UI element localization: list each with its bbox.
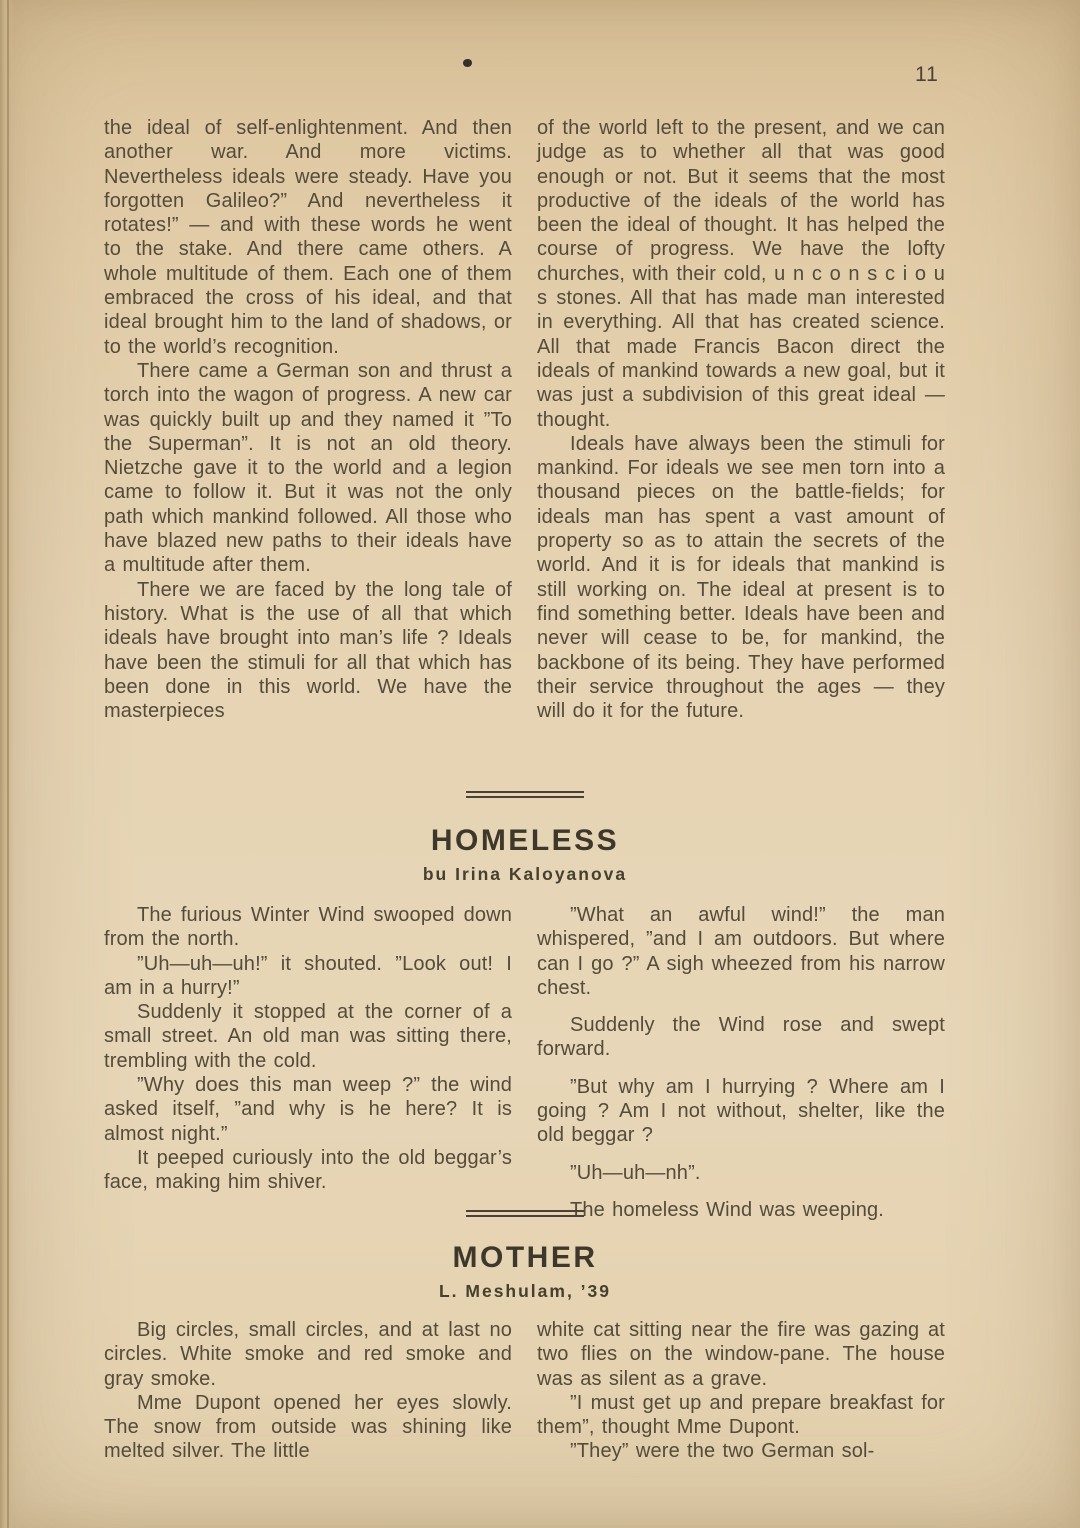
- mother-header: [104, 1241, 946, 1302]
- homeless-right-column: [537, 903, 945, 1222]
- article-ideals-left-column: [104, 116, 512, 723]
- story-mother: [104, 1318, 946, 1464]
- homeless-left-column: [104, 903, 512, 1222]
- paragraph: It peeped curiously into the old beggar’s face, making him shiver.: [104, 1146, 512, 1194]
- paragraph: of the world left to the present, and we can judge as to whether all that was good enough or not. But it seems that the most productive of the ideals of the world has been the ideal of thought. It has helped the course of progress. We have the lofty churches, with their cold, u n c o n s c i o u s stones. All that has made man interested in everything. All that has created science. All that made Francis Bacon direct the ideals of mankind towards a new goal, but it was just a subdivision of this great ideal — thought.: [537, 117, 945, 431]
- paragraph: ”They” were the two German sol-: [570, 1440, 875, 1463]
- paragraph: the ideal of self-enlightenment. And then another war. And more victims. Nevertheless ideals were steady. Have you forgotten Galileo?” And nevertheless it rotates!” — and with these words he went to the stake. And there came others. A whole multitude of them. Each one of them embraced the cross of his ideal, and that ideal brought him to the land of shadows, or to the world’s recognition.: [104, 117, 512, 358]
- section-divider-rule: [466, 1210, 584, 1217]
- story-byline-mother: L. Meshulam, ’39: [438, 1281, 612, 1301]
- paragraph: ”Why does this man weep ?” the wind asked itself, ”and why is he here? It is almost night.”: [104, 1074, 512, 1145]
- paragraph: The homeless Wind was weeping.: [570, 1198, 884, 1221]
- paragraph: ”Uh—uh—nh”.: [570, 1161, 701, 1184]
- paragraph: Suddenly the Wind rose and swept forward.: [537, 1014, 945, 1061]
- article-ideals-right-column: [537, 116, 945, 723]
- article-ideals: [104, 116, 946, 723]
- ink-dot: [463, 59, 472, 67]
- paragraph: There we are faced by the long tale of history. What is the use of all that which ideals have brought into man’s life ? Ideals have been the stimuli for all that which has been done in this world. We have the masterpieces: [104, 578, 512, 723]
- section-divider-rule: [466, 791, 584, 798]
- paragraph: white cat sitting near the fire was gazing at two flies on the window-pane. The house was as silent as a grave.: [537, 1319, 945, 1390]
- homeless-header: [104, 824, 946, 885]
- paragraph: ”What an awful wind!” the man whispered, ”and I am outdoors. But where can I go ?” A sigh wheezed from his narrow chest.: [537, 904, 945, 999]
- paragraph: Ideals have always been the stimuli for mankind. For ideals we see men torn into a thousand pieces on the battle-fields; for ideals man has spent a vast amount of property so as to attain the secrets of the world. And it is for ideals that mankind is still working on. The ideal at present is to find something better. Ideals have been and never will cease to be, for mankind, the backbone of its being. They have performed their service throughout the ages — they will do it for the future.: [537, 432, 945, 723]
- story-title-mother: MOTHER: [452, 1241, 598, 1274]
- paragraph: Mme Dupont opened her eyes slowly. The snow from outside was shining like melted silver. The little: [104, 1391, 512, 1463]
- paragraph: The furious Winter Wind swooped down from the north.: [104, 904, 512, 951]
- paragraph: ”But why am I hurrying ? Where am I going ? Am I not without, shelter, like the old beggar ?: [537, 1075, 945, 1147]
- paragraph: ”I must get up and prepare breakfast for them”, thought Mme Dupont.: [537, 1391, 945, 1439]
- page-number: 11: [915, 63, 939, 86]
- paragraph: ”Uh—uh—uh!” it shouted. ”Look out! I am in a hurry!”: [104, 952, 512, 999]
- story-byline-homeless: bu Irina Kaloyanova: [422, 864, 628, 884]
- paragraph: There came a German son and thrust a torch into the wagon of progress. A new car was quickly built up and they named it ”To the Superman”. It is not an old theory. Nietzche gave it to the world and a legion came to follow it. But it was not the only path which mankind followed. All those who have blazed new paths to their ideals have a multitude after them.: [104, 359, 512, 577]
- mother-right-column: [537, 1318, 945, 1464]
- page-binding-line: [7, 0, 9, 1528]
- mother-left-column: [104, 1318, 512, 1464]
- paragraph: Big circles, small circles, and at last no circles. White smoke and red smoke and gray smoke.: [104, 1319, 512, 1390]
- paragraph: Suddenly it stopped at the corner of a small street. An old man was sitting there, trembling with the cold.: [104, 1001, 512, 1072]
- story-homeless: [104, 903, 946, 1222]
- story-title-homeless: HOMELESS: [430, 824, 620, 857]
